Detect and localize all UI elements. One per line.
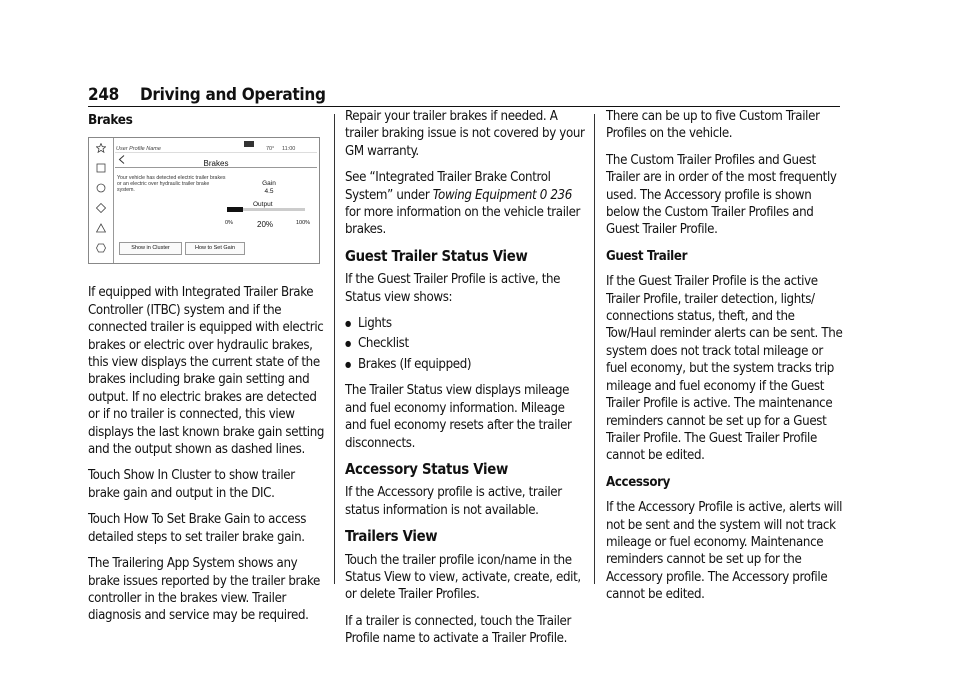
status-bar	[116, 141, 316, 151]
list-item: ● Brakes (If equipped)	[345, 356, 585, 373]
brakes-screen-illustration	[88, 137, 320, 264]
page-number: 248	[88, 85, 120, 105]
accessory-heading: Accessory	[606, 474, 671, 490]
page-header	[88, 82, 840, 104]
section-title: Driving and Operating	[140, 85, 326, 105]
paragraph: The Trailering App System shows any brake issues reported by the trailer brake controller in the brakes view. Trailer diagnosis and service may be required.	[88, 556, 320, 624]
signal-icon	[244, 141, 254, 147]
clock: 11:00	[282, 146, 296, 153]
triangle-icon	[96, 223, 106, 233]
diamond-icon	[96, 203, 106, 213]
output-min: 0%	[225, 220, 233, 227]
text-run: See “Integrated Trailer Brake Control System” under	[345, 170, 551, 203]
star-icon	[96, 143, 106, 153]
trailers-view-heading: Trailers View	[345, 528, 438, 546]
paragraph: There can be up to five Custom Trailer Profiles on the vehicle.	[606, 109, 820, 142]
paragraph: Touch How To Set Brake Gain to access detailed steps to set trailer brake gain.	[88, 512, 307, 545]
how-to-set-gain-button[interactable]: How to Set Gain	[185, 242, 245, 255]
temperature: 70°	[266, 146, 275, 153]
brakes-heading: Brakes	[88, 112, 133, 128]
guest-status-heading: Guest Trailer Status View	[345, 247, 528, 265]
profile-name: User Profile Name	[116, 146, 161, 153]
hexagon-icon	[96, 243, 106, 253]
list-item: ● Lights	[345, 315, 585, 332]
circle-icon	[96, 183, 106, 193]
paragraph: Touch the trailer profile icon/name in the Status View to view, activate, create, edit, or delete Trailer Profiles.	[345, 552, 581, 603]
gain-value: 4.5	[264, 188, 274, 196]
paragraph: The Trailer Status view displays mileage and fuel economy information. Mileage and fuel economy resets after the trailer disconnects.	[345, 383, 572, 451]
icon-rail	[89, 138, 114, 263]
paragraph: Repair your trailer brakes if needed. A trailer braking issue is not covered by your GM warranty.	[345, 109, 585, 159]
screen-title-bar	[115, 152, 317, 168]
paragraph: If a trailer is connected, touch the Trailer Profile name to activate a Trailer Profile.	[345, 613, 572, 647]
status-list	[345, 315, 585, 373]
accessory-status-heading: Accessory Status View	[345, 460, 508, 478]
column-divider	[334, 114, 335, 584]
square-icon	[96, 163, 106, 173]
paragraph: If the Guest Trailer Profile is active, the Status view shows:	[345, 272, 561, 305]
detection-message: Your vehicle has detected electric trailer brakes or an electric over hydraulic trailer brake system.	[117, 175, 226, 194]
column-3	[606, 108, 844, 613]
text-run: for more information on the vehicle trailer brakes.	[345, 205, 581, 238]
list-item: ● Checklist	[345, 335, 585, 352]
paragraph: The Custom Trailer Profiles and Guest Trailer are in order of the most frequently used. The Accessory profile is shown below the Custom Trailer Profiles and Guest Trailer Profile.	[606, 152, 837, 238]
output-label: Output	[253, 201, 273, 209]
paragraph: If the Accessory profile is active, trailer status information is not available.	[345, 485, 562, 518]
paragraph	[345, 169, 585, 239]
guest-trailer-heading: Guest Trailer	[606, 248, 688, 264]
paragraph: Touch Show In Cluster to show trailer brake gain and output in the DIC.	[88, 468, 295, 501]
paragraph: If the Guest Trailer Profile is the active Trailer Profile, trailer detection, lights/ connections status, theft, and the Tow/Haul reminder alerts can be sent. The system does not track total mileage or fuel economy, but the system tracks trip mileage and fuel economy if the Guest Trailer Profile is active. The maintenance reminders cannot be set up for a Guest Trailer Profile. The Guest Trailer Profile cannot be edited.	[606, 274, 843, 464]
column-2	[345, 108, 585, 657]
screen-title: Brakes	[203, 159, 229, 169]
gain-label: Gain	[262, 180, 276, 188]
header-rule	[88, 106, 840, 107]
paragraph: If equipped with Integrated Trailer Brake Controller (ITBC) system and if the connected trailer is equipped with electric brakes or electric over hydraulic brakes, this view displays the current state of the brakes including brake gain setting and output. If no electric brakes are detected or if no trailer is connected, this view displays the last known brake gain setting and the output shown as dashed lines.	[88, 285, 325, 458]
paragraph: If the Accessory Profile is active, alerts will not be sent and the system will not track mileage or fuel economy. Maintenance reminders cannot be set up for the Accessory profile. The Accessory profile cannot be edited.	[606, 500, 843, 603]
reference-title: Towing Equipment	[432, 187, 537, 203]
output-bar	[227, 208, 305, 211]
output-fill	[227, 207, 243, 212]
page-reference[interactable]: 0 236	[536, 187, 572, 203]
column-1	[88, 108, 328, 634]
output-value: 20%	[257, 220, 274, 230]
show-in-cluster-button[interactable]: Show in Cluster	[119, 242, 182, 255]
output-max: 100%	[296, 220, 311, 227]
column-divider	[594, 114, 595, 584]
